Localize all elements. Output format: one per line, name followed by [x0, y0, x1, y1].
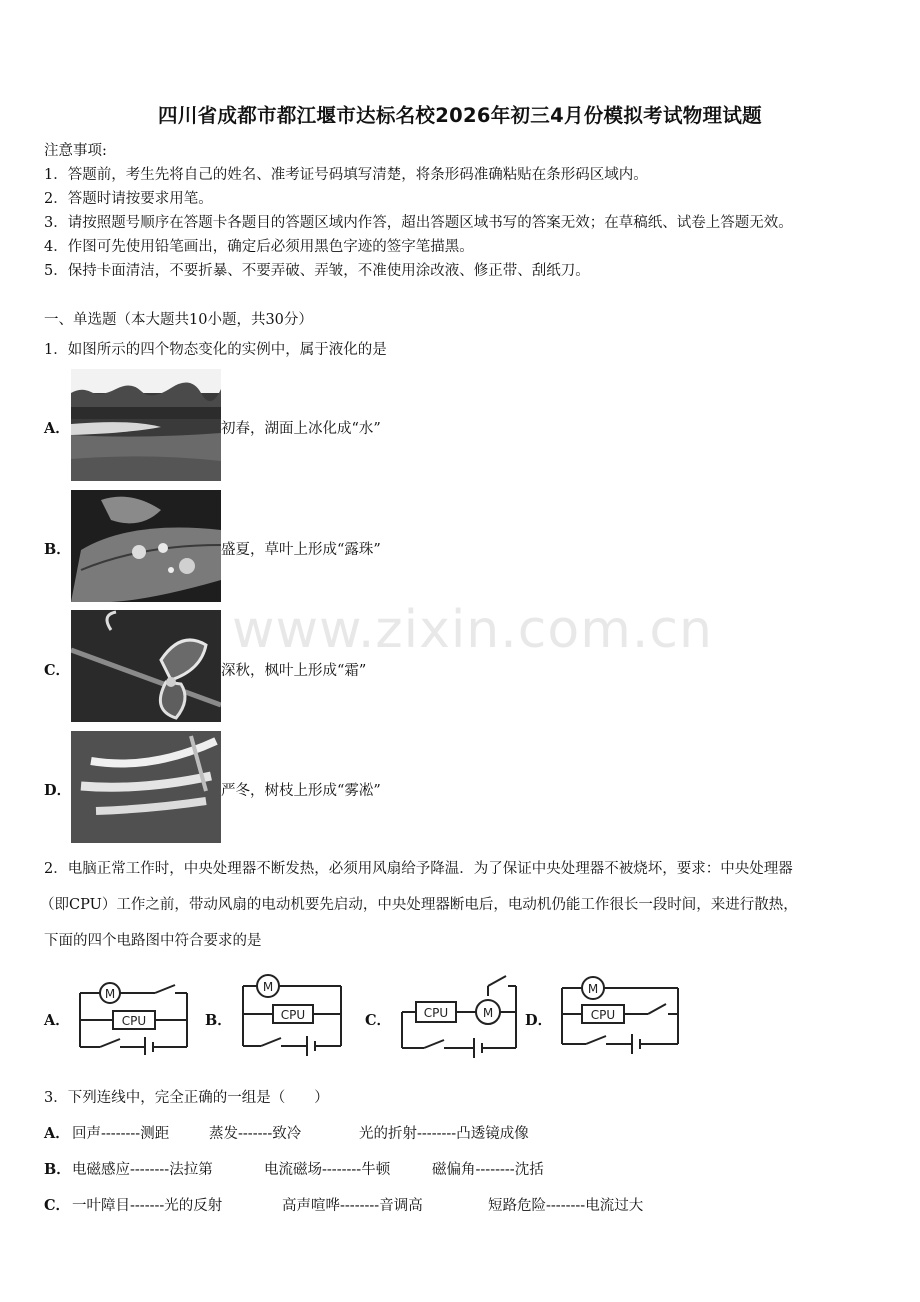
- watermark: www.zixin.com.cn: [232, 600, 713, 660]
- option-c-letter: C．: [44, 1197, 71, 1214]
- option-b-letter: B．: [44, 541, 71, 558]
- option-a-letter: A．: [44, 420, 70, 437]
- cpu-label: CPU: [280, 1008, 306, 1022]
- notice-item: 2．答题时请按要求用笔。: [44, 191, 213, 207]
- match-item: 电磁感应--------法拉第: [72, 1162, 213, 1178]
- circuit-c-diagram: [396, 966, 522, 1061]
- match-item: 短路危险--------电流过大: [488, 1198, 644, 1214]
- cpu-label: CPU: [590, 1008, 616, 1022]
- dew-leaf-photo: [71, 490, 221, 602]
- match-item: 电流磁场--------牛顿: [264, 1162, 391, 1178]
- notice-item: 4．作图可先使用铅笔画出，确定后必须用黑色字迹的签字笔描黑。: [44, 239, 474, 255]
- frost-leaf-photo: [71, 610, 221, 722]
- motor-label: M: [104, 987, 116, 1001]
- notice-heading: 注意事项:: [44, 143, 107, 159]
- cpu-label: CPU: [423, 1006, 449, 1020]
- option-d-text: 严冬，树枝上形成“雾凇”: [221, 783, 381, 799]
- motor-label: M: [587, 982, 599, 996]
- cpu-label: CPU: [121, 1014, 147, 1028]
- circuit-a-diagram: [75, 975, 195, 1055]
- circuit-c-letter: C．: [365, 1012, 392, 1029]
- match-item: 光的折射--------凸透镜成像: [359, 1126, 529, 1142]
- notice-item: 5．保持卡面清洁，不要折暴、不要弄破、弄皱，不准使用涂改液、修正带、刮纸刀。: [44, 263, 590, 279]
- page-title: 四川省成都市都江堰市达标名校2026年初三4月份模拟考试物理试题: [158, 104, 762, 127]
- circuit-b-diagram: [235, 968, 350, 1058]
- option-b-letter: B．: [44, 1161, 71, 1178]
- question-2-line: 下面的四个电路图中符合要求的是: [44, 933, 262, 949]
- lake-ice-photo: [71, 369, 221, 481]
- option-b-text: 盛夏，草叶上形成“露珠”: [221, 542, 381, 558]
- option-a-letter: A．: [44, 1125, 70, 1142]
- match-item: 一叶障目-------光的反射: [72, 1198, 223, 1214]
- motor-label: M: [262, 980, 274, 994]
- rime-branch-photo: [71, 731, 221, 843]
- notice-item: 1．答题前，考生先将自己的姓名、准考证号码填写清楚，将条形码准确粘贴在条形码区域内。: [44, 167, 648, 183]
- option-d-letter: D．: [44, 782, 72, 799]
- question-2-line: （即CPU）工作之前，带动风扇的电动机要先启动，中央处理器断电后，电动机仍能工作很长一段时间，来进行散热，: [40, 897, 798, 913]
- circuit-d-letter: D．: [525, 1012, 553, 1029]
- question-1-stem: 1．如图所示的四个物态变化的实例中，属于液化的是: [44, 342, 387, 358]
- match-item: 蒸发-------致冷: [209, 1126, 302, 1142]
- question-2-line: 2．电脑正常工作时，中央处理器不断发热，必须用风扇给予降温．为了保证中央处理器不被烧坏，要求：中央处理器: [44, 861, 793, 877]
- option-a-text: 初春，湖面上冰化成“水”: [221, 421, 381, 437]
- match-item: 回声--------测距: [72, 1126, 170, 1142]
- circuit-b-letter: B．: [205, 1012, 232, 1029]
- section-heading: 一、单选题（本大题共10小题，共30分）: [44, 312, 313, 328]
- motor-label: M: [482, 1006, 494, 1020]
- question-3-stem: 3．下列连线中，完全正确的一组是（ ）: [44, 1090, 329, 1106]
- match-item: 高声喧哗--------音调高: [282, 1198, 423, 1214]
- circuit-d-diagram: [556, 968, 686, 1058]
- option-c-letter: C．: [44, 662, 71, 679]
- notice-item: 3．请按照题号顺序在答题卡各题目的答题区域内作答，超出答题区域书写的答案无效；在草稿纸、试卷上答题无效。: [44, 215, 793, 231]
- circuit-a-letter: A．: [44, 1012, 70, 1029]
- match-item: 磁偏角--------沈括: [432, 1162, 544, 1178]
- option-c-text: 深秋，枫叶上形成“霜”: [221, 663, 367, 679]
